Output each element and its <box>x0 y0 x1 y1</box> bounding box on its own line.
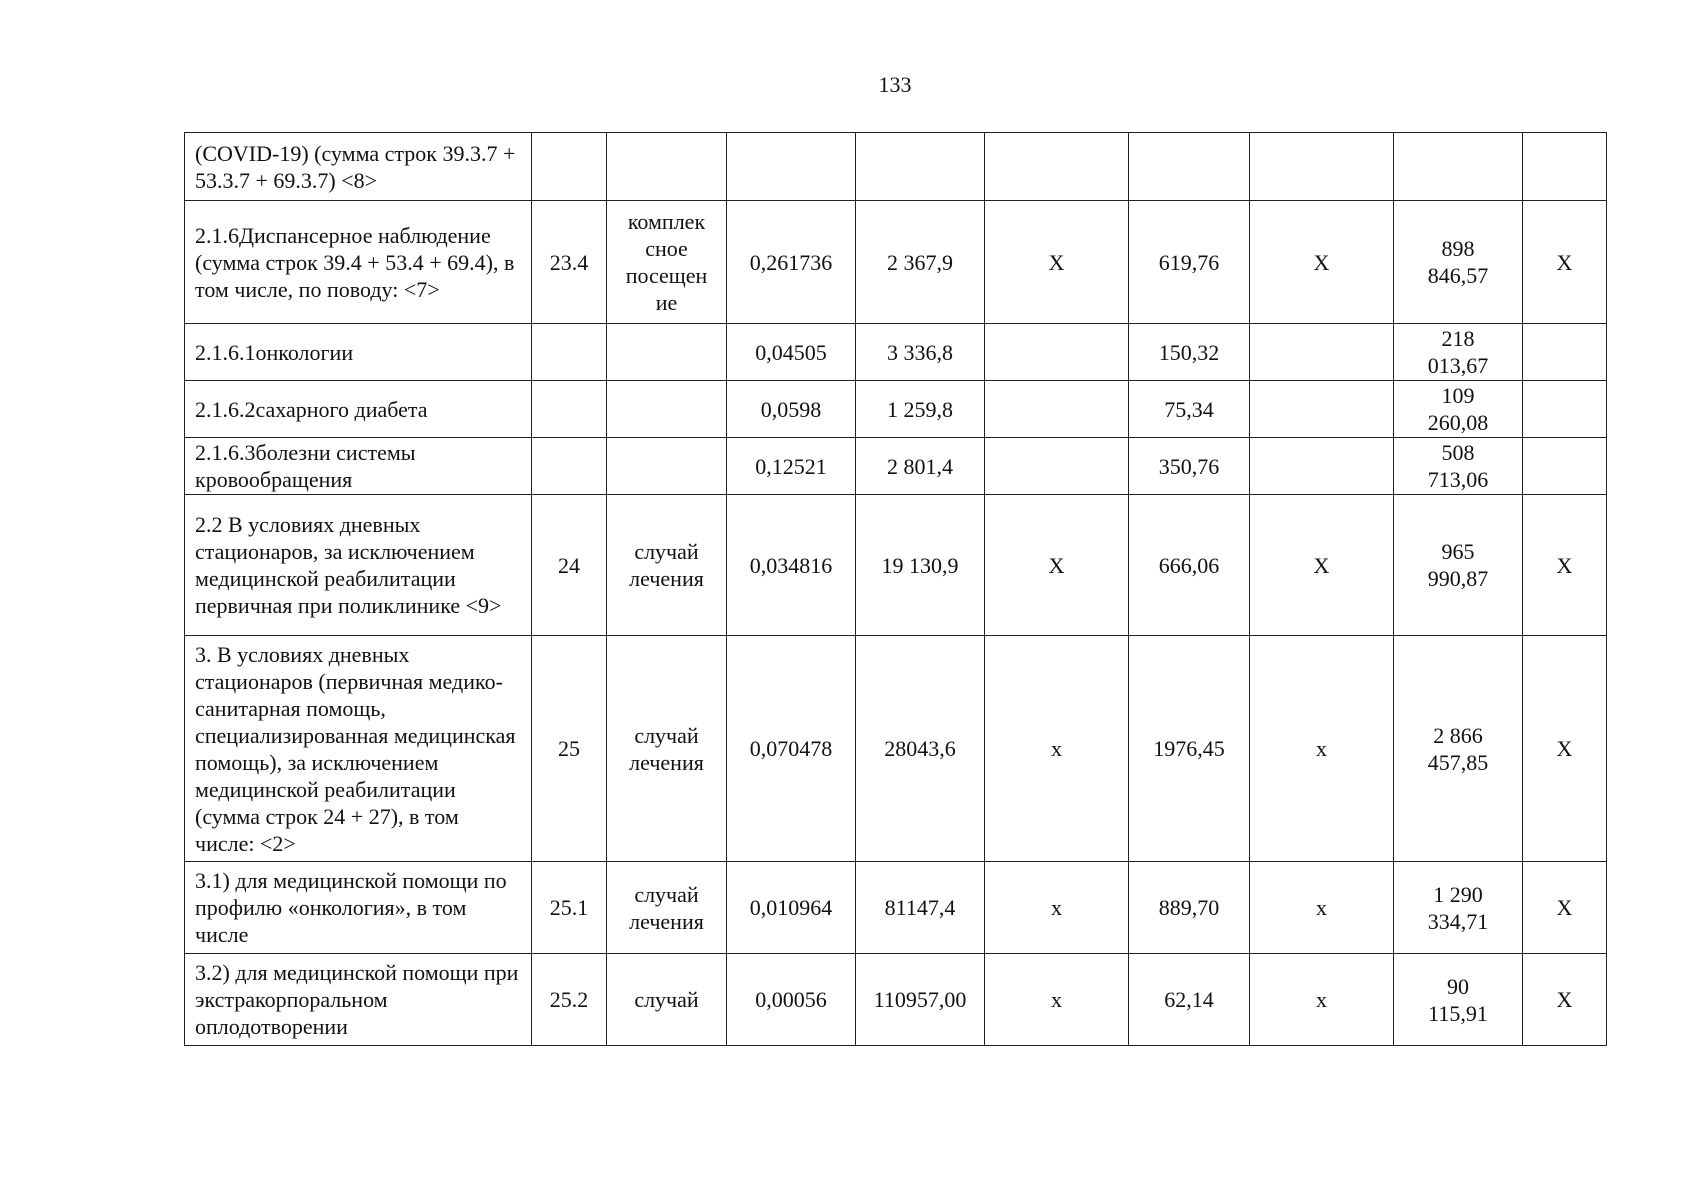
col6-cell: х <box>985 954 1129 1046</box>
row-name-cell: 2.1.6Диспансерное наблюдение (сумма строк 39.4 + 53.4 + 69.4), в том числе, по поводу: <7> <box>185 201 532 324</box>
col8-cell: х <box>1250 862 1394 954</box>
volume-cell: 0,0598 <box>727 381 856 438</box>
total-line: 115,91 <box>1428 1000 1488 1026</box>
col6-cell: х <box>985 636 1129 862</box>
col7-cell: 150,32 <box>1129 324 1250 381</box>
total-cell <box>1394 133 1523 201</box>
table-row <box>185 324 1607 381</box>
total-line: 508 <box>1441 440 1475 465</box>
total-line: 457,85 <box>1427 749 1489 775</box>
total-line: 898 <box>1441 236 1475 261</box>
volume-cell: 0,010964 <box>727 862 856 954</box>
cost-cell <box>856 133 985 201</box>
col10-cell: Х <box>1523 862 1607 954</box>
total-cell <box>1394 495 1523 636</box>
volume-cell: 0,261736 <box>727 201 856 324</box>
row-number-cell: 23.4 <box>532 201 607 324</box>
total-line: 260,08 <box>1427 410 1489 435</box>
col8-cell <box>1250 133 1394 201</box>
table-row <box>185 438 1607 495</box>
col8-cell: Х <box>1250 201 1394 324</box>
total-cell <box>1394 324 1523 381</box>
row-name-cell: 2.1.6.3болезни системы кровообращения <box>185 438 532 495</box>
cost-cell: 2 367,9 <box>856 201 985 324</box>
unit-cell: случай лечения <box>607 495 727 636</box>
total-cell <box>1394 438 1523 495</box>
row-name-cell: 2.1.6.1онкологии <box>185 324 532 381</box>
unit-cell <box>607 133 727 201</box>
col6-cell: Х <box>985 495 1129 636</box>
row-number-cell: 25 <box>532 636 607 862</box>
col7-cell: 62,14 <box>1129 954 1250 1046</box>
total-line: 334,71 <box>1427 908 1489 934</box>
total-line: 846,57 <box>1427 263 1489 288</box>
table-row <box>185 636 1607 862</box>
col7-cell <box>1129 133 1250 201</box>
volume-cell: 0,04505 <box>727 324 856 381</box>
total-cell <box>1394 381 1523 438</box>
total-line: 990,87 <box>1427 566 1489 591</box>
table-row <box>185 862 1607 954</box>
row-number-cell <box>532 381 607 438</box>
row-number-cell <box>532 133 607 201</box>
row-number-cell: 25.1 <box>532 862 607 954</box>
col8-cell <box>1250 438 1394 495</box>
unit-cell: случай <box>607 954 727 1046</box>
col8-cell: х <box>1250 954 1394 1046</box>
unit-cell <box>607 381 727 438</box>
total-line: 713,06 <box>1427 467 1489 492</box>
unit-cell: комплек сное посещен ие <box>607 201 727 324</box>
col7-cell: 1976,45 <box>1129 636 1250 862</box>
unit-cell: случай лечения <box>607 862 727 954</box>
cost-cell: 2 801,4 <box>856 438 985 495</box>
row-number-cell <box>532 438 607 495</box>
col10-cell <box>1523 324 1607 381</box>
data-table <box>184 132 1607 1046</box>
row-number-cell: 25.2 <box>532 954 607 1046</box>
col8-cell <box>1250 324 1394 381</box>
col6-cell: Х <box>985 201 1129 324</box>
total-line: 2 866 <box>1433 722 1483 748</box>
col6-cell <box>985 133 1129 201</box>
volume-cell <box>727 133 856 201</box>
row-name-cell: 2.1.6.2сахарного диабета <box>185 381 532 438</box>
col7-cell: 619,76 <box>1129 201 1250 324</box>
col7-cell: 889,70 <box>1129 862 1250 954</box>
cost-cell: 19 130,9 <box>856 495 985 636</box>
page-number: 133 <box>878 72 912 97</box>
col10-cell: Х <box>1523 201 1607 324</box>
volume-cell: 0,00056 <box>727 954 856 1046</box>
volume-cell: 0,12521 <box>727 438 856 495</box>
unit-cell: случай лечения <box>607 636 727 862</box>
col7-cell: 75,34 <box>1129 381 1250 438</box>
table-row <box>185 954 1607 1046</box>
volume-cell: 0,070478 <box>727 636 856 862</box>
total-cell <box>1394 954 1523 1046</box>
row-name-cell: 2.2 В условиях дневных стационаров, за исключением медицинской реабилитации первичная при поликлинике <9> <box>185 495 532 636</box>
col6-cell <box>985 438 1129 495</box>
total-line: 90 <box>1447 973 1469 999</box>
row-name-cell: 3.1) для медицинской помощи по профилю «онкология», в том числе <box>185 862 532 954</box>
row-number-cell: 24 <box>532 495 607 636</box>
total-line: 218 <box>1441 326 1475 351</box>
cost-cell: 28043,6 <box>856 636 985 862</box>
col10-cell: Х <box>1523 636 1607 862</box>
cost-cell: 3 336,8 <box>856 324 985 381</box>
table-row <box>185 201 1607 324</box>
unit-cell <box>607 438 727 495</box>
row-number-cell <box>532 324 607 381</box>
col6-cell: х <box>985 862 1129 954</box>
row-name-cell: (COVID-19) (сумма строк 39.3.7 + 53.3.7 + 69.3.7) <8> <box>185 133 532 201</box>
col10-cell: Х <box>1523 954 1607 1046</box>
total-line: 013,67 <box>1427 353 1489 378</box>
total-line: 1 290 <box>1433 881 1483 907</box>
total-cell <box>1394 201 1523 324</box>
col8-cell: х <box>1250 636 1394 862</box>
cost-cell: 110957,00 <box>856 954 985 1046</box>
col6-cell <box>985 324 1129 381</box>
col8-cell <box>1250 381 1394 438</box>
table-row <box>185 133 1607 201</box>
total-cell <box>1394 636 1523 862</box>
col10-cell <box>1523 381 1607 438</box>
volume-cell: 0,034816 <box>727 495 856 636</box>
col8-cell: Х <box>1250 495 1394 636</box>
total-cell <box>1394 862 1523 954</box>
row-name-cell: 3.2) для медицинской помощи при экстракорпоральном оплодотворении <box>185 954 532 1046</box>
col6-cell <box>985 381 1129 438</box>
col10-cell: Х <box>1523 495 1607 636</box>
cost-cell: 1 259,8 <box>856 381 985 438</box>
table-row <box>185 381 1607 438</box>
total-line: 965 <box>1441 539 1475 564</box>
col7-cell: 666,06 <box>1129 495 1250 636</box>
unit-cell <box>607 324 727 381</box>
row-name-cell: 3. В условиях дневных стационаров (первичная медико-санитарная помощь, специализированная медицинская помощь), за исключением медицинской реабилитации (сумма строк 24 + 27), в том числе: <2> <box>185 636 532 862</box>
table-row <box>185 495 1607 636</box>
col10-cell <box>1523 438 1607 495</box>
col10-cell <box>1523 133 1607 201</box>
cost-cell: 81147,4 <box>856 862 985 954</box>
col7-cell: 350,76 <box>1129 438 1250 495</box>
total-line: 109 <box>1441 383 1475 408</box>
